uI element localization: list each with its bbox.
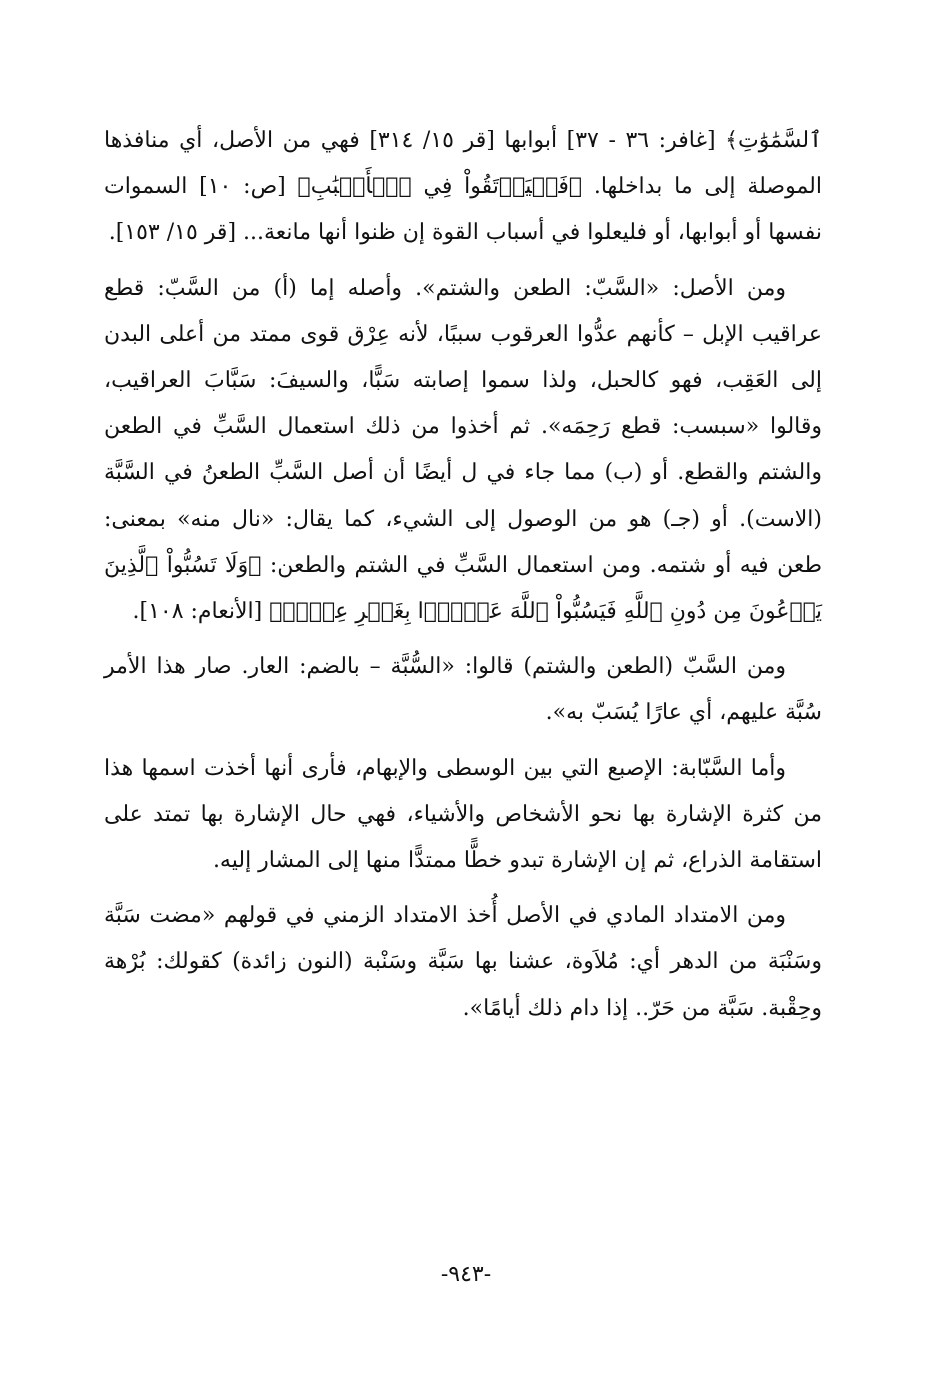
page-number: -٩٤٣- bbox=[440, 1262, 492, 1287]
paragraph-4: وأما السَّبّابة: الإصبع التي بين الوسطى والإبهام، فأرى أنها أخذت اسمها هذا من كثرة الإشارة بها نحو الأشخاص والأشياء، فهي حال الإشارة بها تمتد على استقامة الذراع، ثم إن الإشارة تبدو خطًّا ممتدًّا منها إلى المشار إليه. bbox=[104, 755, 822, 874]
paragraph-1: ٱلسَّمَٰوَٰتِ﴾ [غافر: ٣٦ - ٣٧] أبوابها [قر ١٥/ ٣١٤] فهي من الأصل، أي منافذها الموصلة إلى ما بداخلها. ﴿فَلۡيَرۡتَقُواْ فِي ٱلۡأَسۡبَٰبِ﴾ [ص: ١٠] السموات نفسها أو أبوابها، أو فليعلوا في أسباب القوة إن ظنوا أنها مانعة... [قر ١٥/ ١٥٣]. bbox=[104, 128, 823, 246]
paragraph-3: ومن السَّبّ (الطعن والشتم) قالوا: «السُّبَّة – بالضم: العار. صار هذا الأمر سُبَّة عليهم، أي عارًا يُسَبّ به». bbox=[104, 654, 822, 726]
paragraph-2: ومن الأصل: «السَّبّ: الطعن والشتم». وأصله إما (أ) من السَّبّ: قطع عراقيب الإبل – كأنهم عدُّوا العرقوب سببًا، لأنه عِرْق قوى ممتد من أعلى البدن إلى العَقِب، فهو كالحبل، ولذا سموا إصابته سَبًّا، والسيفَ: سَبَّابَ العراقيب، وقالوا «سبسب: قطع رَحِمَه». ثم أخذوا من ذلك استعمال السَّبِّ في الطعن والشتم والقطع. أو (ب) مما جاء في ل أيضًا أن أصل السَّبِّ الطعنُ في السَّبَّة (الاست). أو (جـ) هو من الوصول إلى الشيء، كما يقال: «نال منه» بمعنى: طعن فيه أو شتمه. ومن استعمال السَّبِّ في الشتم والطعن: ﴿وَلَا تَسُبُّواْ ٱلَّذِينَ يَدۡعُونَ مِن دُونِ ٱللَّهِ فَيَسُبُّواْ ٱللَّهَ عَدۡوَۢا بِغَيۡرِ عِلۡمٖ﴾ [الأنعام: ١٠٨]. bbox=[104, 275, 822, 625]
body-text bbox=[104, 118, 822, 1032]
paragraph-5: ومن الامتداد المادي في الأصل أُخذ الامتداد الزمني في قولهم «مضت سَبَّة وسَنْبَة من الدهر أي: مُلاَوة، عشنا بها سَبَّة وسَنْبة (النون زائدة) كقولك: بُرْهة وحِقْبة. سَبَّة من حَرّ.. إذا دام ذلك أيامًا». bbox=[104, 903, 822, 1021]
